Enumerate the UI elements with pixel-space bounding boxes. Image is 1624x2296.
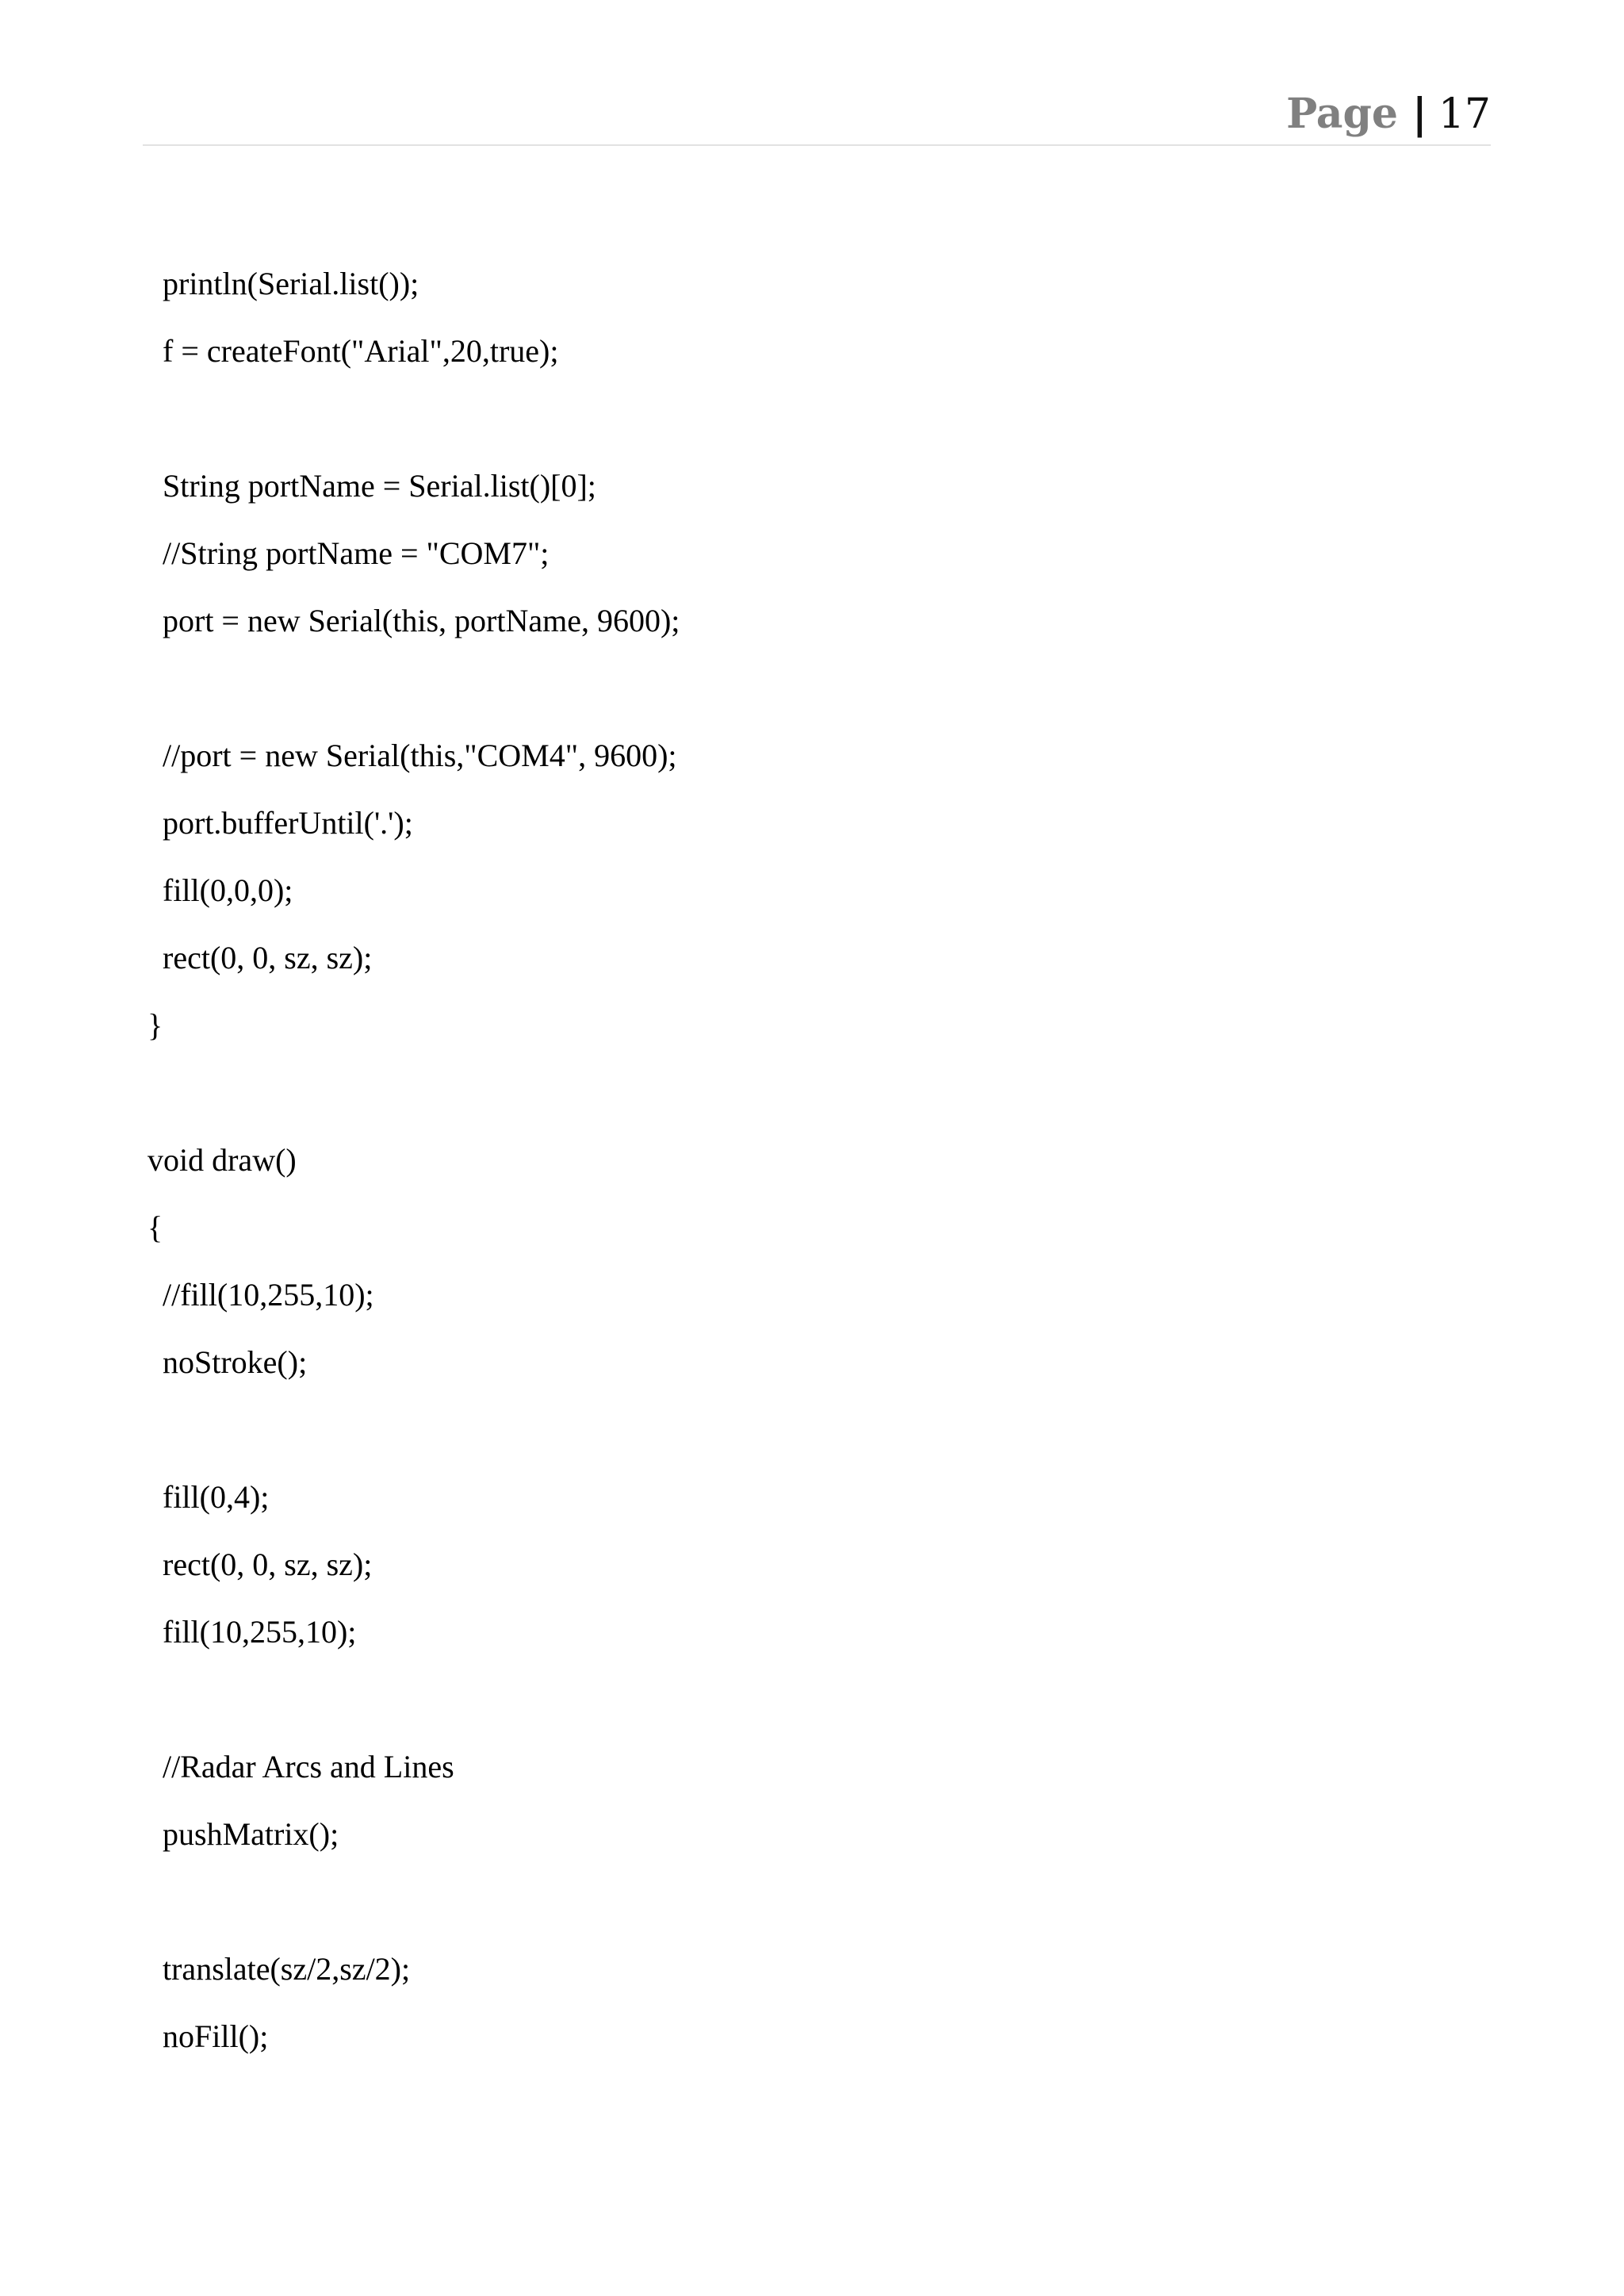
code-line: } (147, 1007, 163, 1043)
page-separator: | (1411, 90, 1427, 138)
code-line: //Radar Arcs and Lines (163, 1749, 454, 1784)
code-line: //String portName = "COM7"; (163, 535, 550, 571)
code-line: String portName = Serial.list()[0]; (163, 468, 596, 504)
code-line: port = new Serial(this, portName, 9600); (163, 603, 680, 638)
code-line: noFill(); (163, 2018, 269, 2054)
code-line: translate(sz/2,sz/2); (163, 1951, 411, 1987)
code-line: fill(10,255,10); (163, 1614, 357, 1650)
code-line: f = createFont("Arial",20,true); (163, 333, 559, 369)
code-line: //port = new Serial(this,"COM4", 9600); (163, 738, 677, 773)
code-line: fill(0,0,0); (163, 872, 293, 908)
code-line: noStroke(); (163, 1344, 308, 1380)
code-line: { (147, 1209, 163, 1245)
code-line: rect(0, 0, sz, sz); (163, 1547, 373, 1582)
code-line: void draw() (147, 1142, 297, 1178)
code-line: port.bufferUntil('.'); (163, 805, 413, 841)
code-line: rect(0, 0, sz, sz); (163, 940, 373, 976)
code-line: pushMatrix(); (163, 1816, 339, 1852)
code-line: println(Serial.list()); (163, 266, 419, 301)
page-number: 17 (1438, 90, 1491, 138)
code-line: //fill(10,255,10); (163, 1277, 374, 1313)
page-label: Page (1286, 90, 1398, 138)
code-line: fill(0,4); (163, 1479, 270, 1515)
